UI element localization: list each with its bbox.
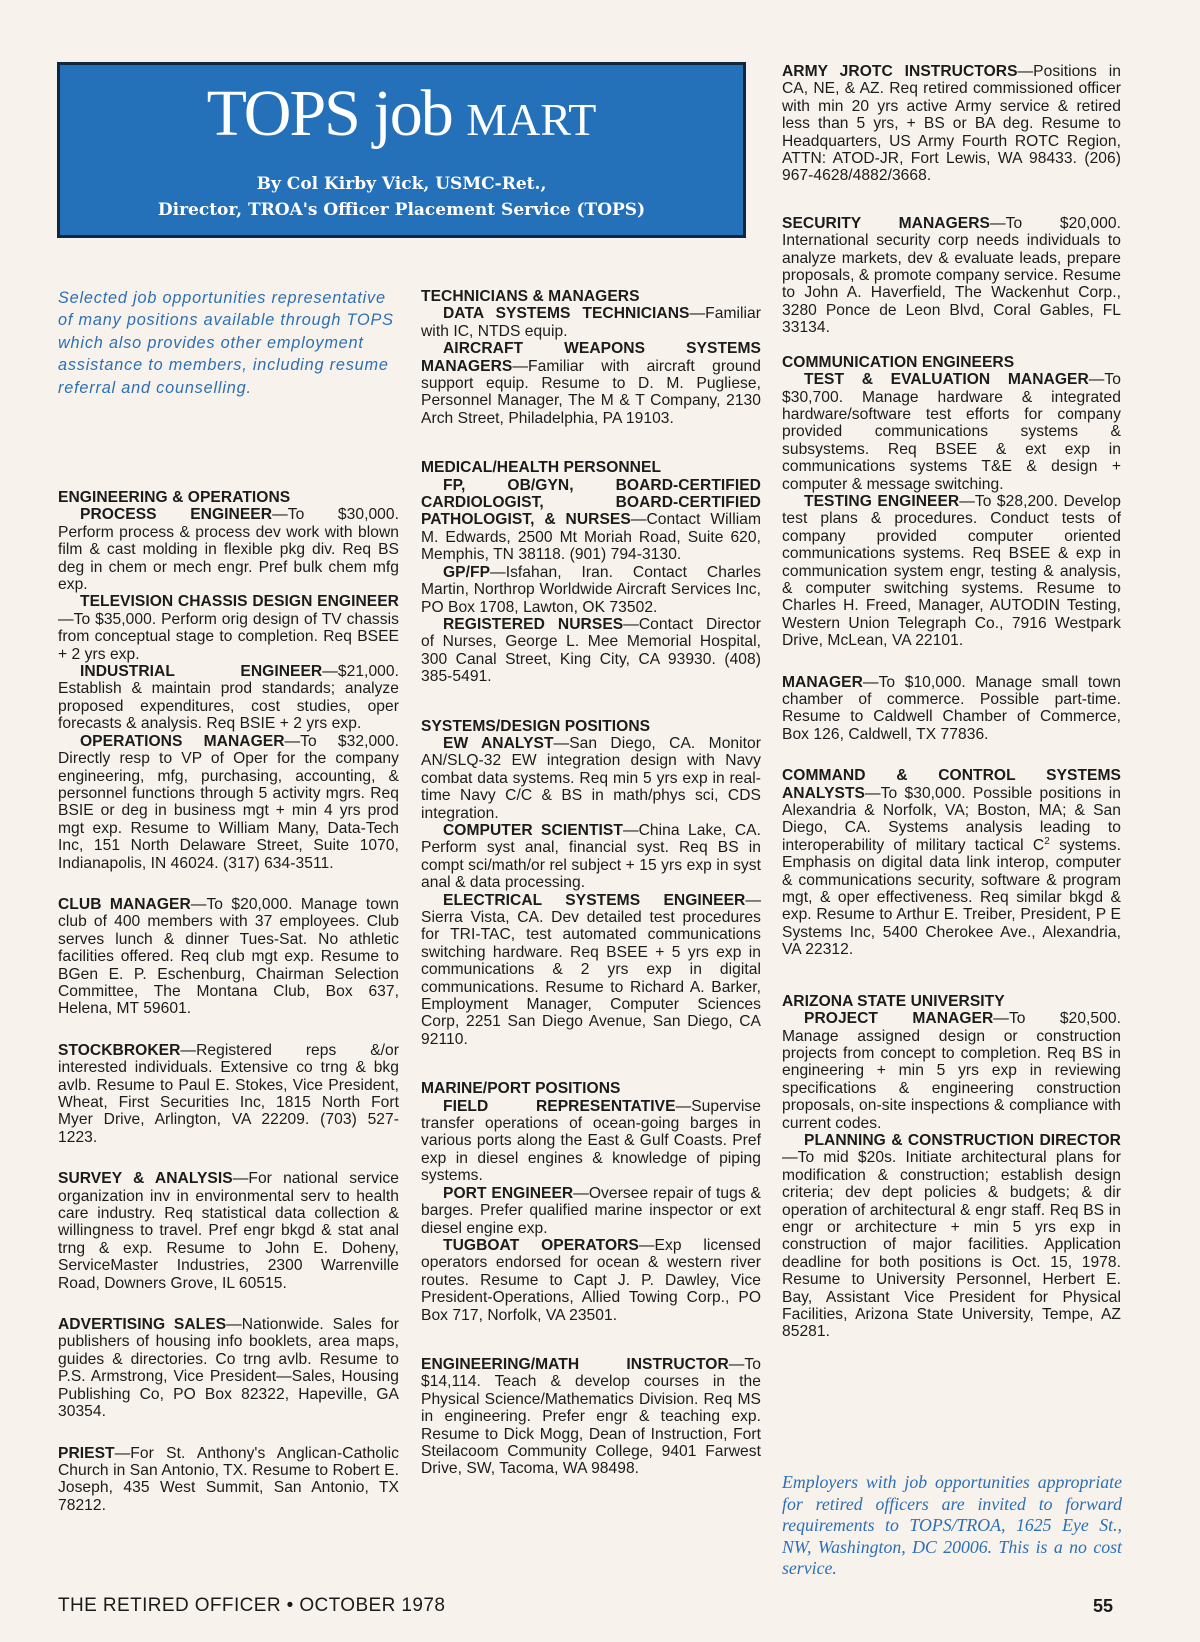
section-heading: COMMUNICATION ENGINEERS: [782, 353, 1015, 371]
closing-note: Employers with job opportunities appropriate for retired officers are invited to forward requirements to TOPS/TROA, 1625 Eye St., NW, Washington, DC 20006. This is a no cost service.: [782, 1472, 1122, 1579]
job-listing: REGISTERED NURSES—Contact Director of Nurses, George L. Mee Memorial Hospital, 300 Canal Street, King City, CA 93930. (408) 385-5491.: [421, 615, 761, 686]
job-listing: TESTING ENGINEER—To $28,200. Develop test plans & procedures. Conduct tests of company provided computer oriented communications systems. Req BSEE & exp in communication system engr, testing & analysis, & computer switching systems. Resume to Charles H. Freed, Manager, AUTODIN Testing, Western Union Telegraph Co., 7916 Westpark Drive, McLean, VA 22101.: [782, 492, 1122, 650]
job-listing: TUGBOAT OPERATORS—Exp licensed operators endorsed for ocean & western river routes. Resume to Capt J. P. Dawley, Vice President-Operations, Allied Towing Corp., PO Box 717, Norfolk, VA 23501.: [421, 1236, 761, 1324]
job-listing: INDUSTRIAL ENGINEER—$21,000. Establish & maintain prod standards; analyze proposed expenditures, cost studies, oper forecasts & analysis. Req BSIE + 2 yrs exp.: [58, 663, 399, 733]
job-listing: ADVERTISING SALES—Nationwide. Sales for publishers of housing info booklets, area maps, guides & directories. Co trng avlb. Resume to P.S. Armstrong, Vice President—Sales, Housing Publishing Co, PO Box 82322, Hapeville, GA 30354.: [58, 1316, 399, 1421]
job-listing: AIRCRAFT WEAPONS SYSTEMS MANAGERS—Familiar with aircraft ground support equip. Resume to D. M. Pugliese, Personnel Manager, The M & T Company, 2130 Arch Street, Philadelphia, PA 19103.: [421, 340, 761, 427]
column-1: [58, 489, 399, 1514]
job-listing: STOCKBROKER—Registered reps &/or interested individuals. Extensive co trng & bkg avlb. Resume to Paul E. Stokes, Vice President, Wheat, First Securities Inc, 1815 North Fort Myer Drive, Arlington, VA 22209. (703) 527-1223.: [58, 1041, 399, 1146]
job-listing: COMPUTER SCIENTIST—China Lake, CA. Perform syst anal, financial syst. Req BS in compt sci/math/or rel subject + 15 yrs exp in syst anal & data processing.: [421, 821, 761, 892]
banner-byline: By Col Kirby Vick, USMC-Ret., Director, TROA's Officer Placement Service (TOPS): [157, 174, 646, 220]
section-heading: ARIZONA STATE UNIVERSITY: [782, 992, 1005, 1010]
job-listing: SECURITY MANAGERS—To $20,000. International security corp needs individuals to analyze markets, dev & evaluate leads, prepare proposals, & promote company service. Resume to John A. Haverfield, The Wackenhut Corp., 3280 Ponce de Leon Blvd, Coral Gables, FL 33134.: [782, 214, 1121, 337]
section-heading: MARINE/PORT POSITIONS: [421, 1080, 621, 1098]
job-listing: FIELD REPRESENTATIVE—Supervise transfer operations of ocean-going barges in various ports along the East & Gulf Coasts. Pref exp in diesel engines & knowledge of piping systems.: [421, 1097, 761, 1185]
job-listing: ARMY JROTC INSTRUCTORS—Positions in CA, NE, & AZ. Req retired commissioned officer with min 20 yrs active Army service & retired less than 5 yrs, + BS or BA deg. Resume to Headquarters, US Army Fourth ROTC Region, ATTN: ATOD-JR, Fort Lewis, WA 98433. (206) 967-4628/4882/3668.: [782, 63, 1121, 185]
column-3: [782, 63, 1121, 1341]
job-listing: TEST & EVALUATION MANAGER—To $30,700. Manage hardware & integrated hardware/software test efforts for company provided communications systems & subsystems. Req BSEE & ext exp in communications systems T&E & design + computer & message switching.: [782, 371, 1121, 493]
section-heading: ENGINEERING & OPERATIONS: [58, 489, 291, 506]
job-listing: SURVEY & ANALYSIS—For national service organization inv in environmental serv to health care industry. Req statistical data collection & willingness to travel. Pref engr bkgd & stat anal trng & exp. Resume to John E. Doheny, ServiceMaster Industries, 2300 Warrenville Road, Downers Grove, IL 60515.: [58, 1170, 399, 1292]
footer-publication: THE RETIRED OFFICER • OCTOBER 1978: [58, 1595, 446, 1616]
job-listing: PROCESS ENGINEER—To $30,000. Perform process & process dev work with blown film & cast molding in flexible pkg div. Req BS deg in chem or mech engr. Pref bulk chem mfg exp.: [58, 506, 399, 594]
job-listing: PROJECT MANAGER—To $20,500. Manage assigned design or construction projects from concept to completion. Req BS in engineering + min 5 yrs exp in reviewing specifications & engineering construction proposals, on-site inspections & compliance with current codes.: [782, 1010, 1121, 1132]
job-listing: ENGINEERING/MATH INSTRUCTOR—To $14,114. Teach & develop courses in the Physical Science/Mathematics Division. Req MS in engineering. Prefer engr & teaching exp. Resume to Dick Mogg, Dean of Instruction, Fort Steilacoom Community College, 9401 Farwest Drive, SW, Tacoma, WA 98498.: [421, 1355, 761, 1478]
section-heading: SYSTEMS/DESIGN POSITIONS: [421, 717, 651, 735]
section-heading: MEDICAL/HEALTH PERSONNEL: [421, 459, 662, 477]
job-listing: GP/FP—Isfahan, Iran. Contact Charles Martin, Northrop Worldwide Aircraft Services Inc, PO Box 1708, Lawton, OK 73502.: [421, 563, 761, 616]
job-listing: EW ANALYST—San Diego, CA. Monitor AN/SLQ-32 EW integration design with Navy combat data systems. Req min 5 yrs exp in real-time Navy C/C & BS in math/phys sci, CDS integration.: [421, 734, 761, 822]
section-heading: TECHNICIANS & MANAGERS: [421, 288, 640, 305]
job-listing: PLANNING & CONSTRUCTION DIRECTOR—To mid $20s. Initiate architectural plans for modification & construction; establish design criteria; dev dept policies & budgets; & dir operation of architectural & engr staff. Req BS in engr or architecture + min 5 yrs exp in construction of major facilities. Application deadline for both positions is Oct. 15, 1978. Resume to University Personnel, Herbert E. Bay, Assistant Vice President for Physical Facilities, Arizona State University, Tempe, AZ 85281.: [782, 1131, 1121, 1341]
job-listing: FP, OB/GYN, BOARD-CERTIFIED CARDIOLOGIST, BOARD-CERTIFIED PATHOLOGIST, & NURSES—Contact William M. Edwards, 2500 Mt Moriah Road, Suite 620, Memphis, TN 38118. (901) 794-3130.: [421, 476, 761, 564]
job-listing: PORT ENGINEER—Oversee repair of tugs & barges. Prefer qualified marine inspector or ext diesel engine exp.: [421, 1184, 762, 1237]
job-listing: MANAGER—To $10,000. Manage small town chamber of commerce. Possible part-time. Resume to Caldwell Chamber of Commerce, Box 126, Caldwell, TX 77836.: [782, 673, 1121, 743]
job-listing: TELEVISION CHASSIS DESIGN ENGINEER—To $35,000. Perform orig design of TV chassis from conceptual stage to completion. Req BSEE + 2 yrs exp.: [58, 593, 399, 663]
job-listing: COMMAND & CONTROL SYSTEMS ANALYSTS—To $30,000. Possible positions in Alexandria & Norfolk, VA; Boston, MA; & San Diego, CA. Systems analysis leading to interoperability of military tactical $C^2$ systems. Emphasis on digital data link interop, computer & communications security, software & program mgt, & oper effectiveness. Req similar bkgd & exp. Resume to Arthur E. Treiber, President, P E Systems Inc, 5400 Cherokee Ave., Alexandria, VA 22312.: [782, 767, 1121, 959]
job-listing: PRIEST—For St. Anthony's Anglican-Catholic Church in San Antonio, TX. Resume to Robert E. Joseph, 435 West Summit, San Antonio, TX 78212.: [58, 1444, 399, 1514]
job-listing: ELECTRICAL SYSTEMS ENGINEER—Sierra Vista, CA. Dev detailed test procedures for TRI-TAC, test automated communications switching hardware. Req BSEE + 5 yrs exp in communications & 2 yrs exp in digital communications. Resume to Richard A. Barker, Employment Manager, Computer Sciences Corp, 2251 San Diego Avenue, San Diego, CA 92110.: [421, 891, 761, 1048]
banner-title: TOPS job MART: [206, 77, 597, 150]
job-listing: OPERATIONS MANAGER—To $32,000. Directly resp to VP of Oper for the company engineering, mfg, purchasing, accounting, & personnel functions through 5 activity mgrs. Req BSIE or deg in business mgt + min 4 yrs prod mgt exp. Resume to William Many, Data-Tech Inc, 151 North Delaware Street, Suite 1070, Indianapolis, IN 46024. (317) 634-3511.: [58, 732, 399, 872]
job-listing: CLUB MANAGER—To $20,000. Manage town club of 400 members with 37 employees. Club serves lunch & dinner Tues-Sat. No athletic facilities offered. Req club mgt exp. Resume to BGen E. P. Eschenburg, Chairman Selection Committee, The Montana Club, Box 637, Helena, MT 59601.: [58, 895, 399, 1018]
title-banner: [57, 62, 746, 238]
page-number: 55: [1093, 1596, 1114, 1616]
intro-text: Selected job opportunities representative of many positions available through TOPS which also provides other employment assistance to members, including resume referral and counselling.: [58, 289, 394, 397]
column-2: [421, 288, 761, 1478]
job-listing: DATA SYSTEMS TECHNICIANS—Familiar with IC, NTDS equip.: [421, 305, 761, 340]
